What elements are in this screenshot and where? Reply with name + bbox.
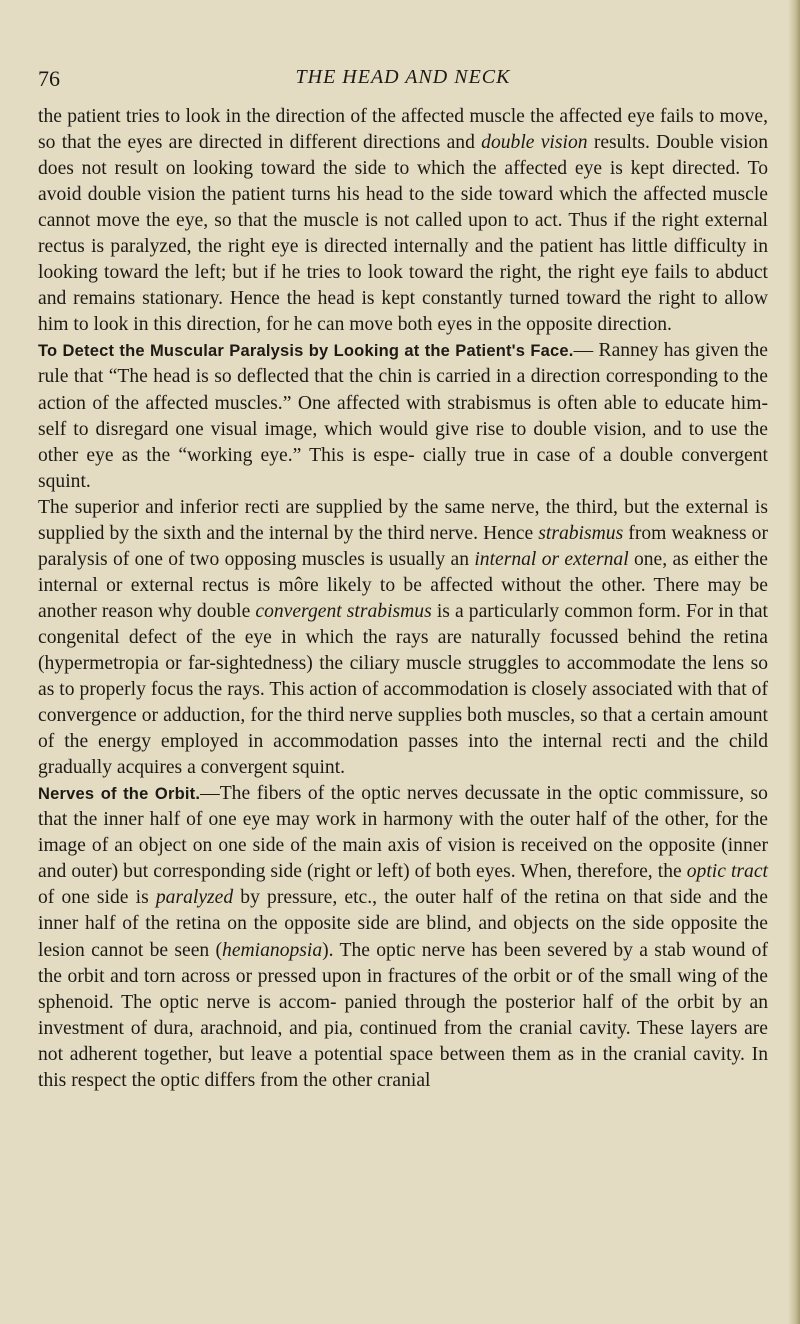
text-run: from weakness or paralysis of one of two opposing muscles is usually an — [38, 522, 768, 570]
paragraph — [38, 338, 768, 494]
text-run: by pressure, etc., the outer half of the retina on that side and the inner half of the retina on the opposite side are blind, and objects on the side opposite the lesion cannot be seen ( — [38, 887, 768, 961]
text-run: the patient tries to look in the direction of the affected muscle the affected eye fails to move, so that the eyes are directed in different directions and — [38, 106, 768, 154]
page-number: 76 — [38, 66, 60, 91]
body-text — [38, 104, 768, 1094]
paragraph — [38, 781, 768, 1094]
italic-term: convergent strabismus — [255, 600, 432, 622]
text-run: — Ranney has given the rule that “The head is so deflected that the chin is carried in a direction corresponding to the action of the affected muscles.” One affected with strabismus is often able to educate him- self to disregard one visual image, which would give rise to double vision, and to use the other eye as the “working eye.” This is espe- cially true in case of a double convergent squint. — [38, 340, 768, 492]
italic-term: strabismus — [538, 522, 624, 544]
italic-term: internal or external — [474, 548, 629, 570]
paragraph — [38, 495, 768, 782]
section-subheading: To Detect the Muscular Paralysis by Looking at the Patient's Face. — [38, 342, 574, 361]
paragraph — [38, 104, 768, 338]
text-run: results. Double vision does not result on looking toward the side to which the affected eye is kept directed. To avoid double vision the patient turns his head to the side toward which the affected muscle cannot move the eye, so that the muscle is not called upon to act. Thus if the right external rectus is paralyzed, the right eye is directed internally and the patient has little difficulty in looking toward the left; but if he tries to look toward the right, the right eye fails to abduct and remains stationary. Hence the head is kept constantly turned toward the right to allow him to look in this direction, for he can move both eyes in the opposite direction. — [38, 132, 768, 336]
section-subheading: Nerves of the Orbit. — [38, 785, 201, 804]
text-run: ). The optic nerve has been severed by a stab wound of the orbit and torn across or pressed upon in fractures of the orbit or of the small wing of the sphenoid. The optic nerve is accom- panied through the posterior half of the orbit by an investment of dura, arachnoid, and pia, continued from the cranial cavity. These layers are not adherent together, but leave a potential space between them as in the cranial cavity. In this respect the optic differs from the other cranial — [38, 939, 768, 1091]
text-run: is a particularly common form. For in that congenital defect of the eye in which the rays are naturally focussed behind the retina (hypermetropia or far-sightedness) the ciliary muscle struggles to accommodate the lens so as to properly focus the rays. This action of accommodation is closely associated with that of convergence or adduction, for the third nerve supplies both muscles, so that a certain amount of the energy employed in accommodation passes into the internal recti and the child gradually acquires a convergent squint. — [38, 600, 769, 779]
italic-term: hemianopsia — [222, 939, 323, 961]
text-run: of one side is — [38, 887, 156, 909]
text-run: —The fibers of the optic nerves decussate in the optic commissure, so that the inner half of one eye may work in harmony with the outer half of the other, for the image of an object on one side of the main axis of vision is received on the opposite (inner and outer) but corresponding side (right or left) of both eyes. When, therefore, the — [38, 783, 768, 883]
italic-term: optic tract — [686, 861, 768, 883]
italic-term: double vision — [481, 132, 588, 154]
text-run: one, as either the internal or external rectus is môre likely to be affected without the other. There may be another reason why double — [38, 548, 768, 622]
text-run: The superior and inferior recti are supplied by the same nerve, the third, but the external is supplied by the sixth and the internal by the third nerve. Hence — [38, 496, 768, 544]
page-header — [38, 66, 768, 92]
italic-term: paralyzed — [155, 887, 234, 909]
running-head: THE HEAD AND NECK — [295, 66, 511, 88]
page-edge-shadow — [788, 0, 800, 1324]
